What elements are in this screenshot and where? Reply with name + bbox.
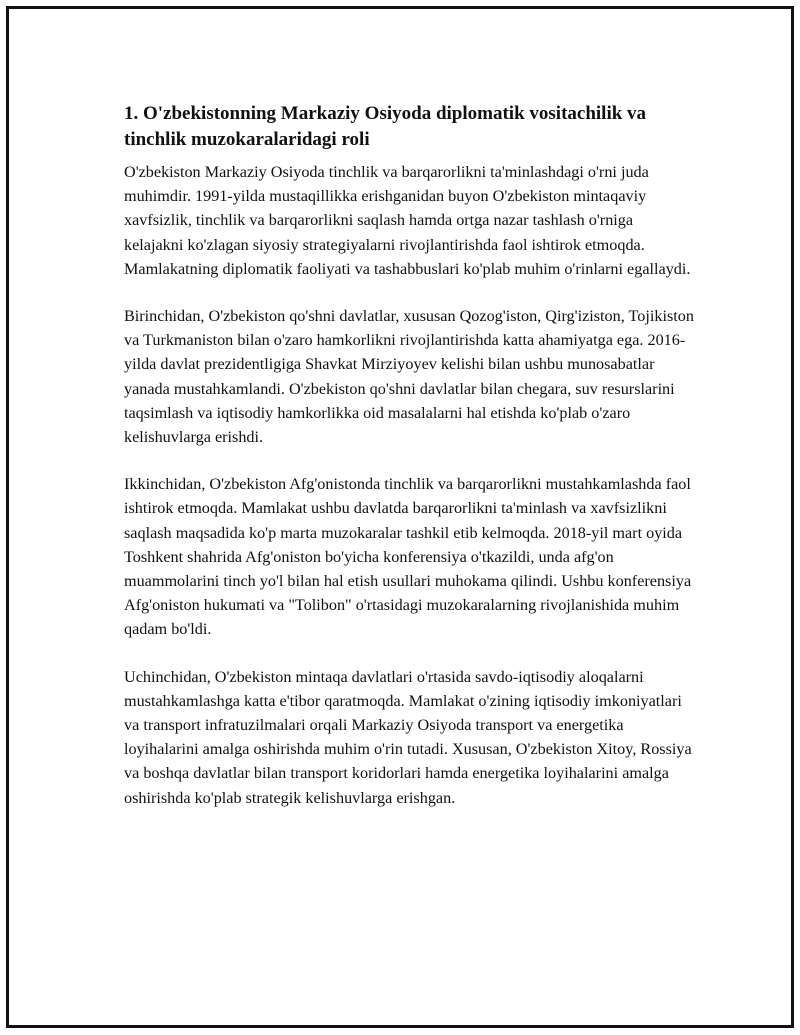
paragraph-intro: O'zbekiston Markaziy Osiyoda tinchlik va barqarorlikni ta'minlashdagi o'rni juda muhimdir. 1991-yilda mustaqillikka erishganidan buyon O'zbekiston mintaqaviy xavfsizlik, tinchlik va barqarorlikni saqlash hamda ortga nazar tashlash o'rniga kelajakni ko'zlagan siyosiy strategiyalarni rivojlantirishda faol ishtirok etmoqda. Mamlakatning diplomatik faoliyati va tashabbuslari ko'plab muhim o'rinlarni egallaydi. bbox=[124, 163, 691, 278]
paragraph-second-point: Ikkinchidan, O'zbekiston Afg'onistonda tinchlik va barqarorlikni mustahkamlashda faol ishtirok etmoqda. Mamlakat ushbu davlatda barqarorlikni ta'minlash va xavfsizlikni saqlash maqsadida ko'p marta muzokaralar tashkil etib kelmoqda. 2018-yil mart oyida Toshkent shahrida Afg'oniston bo'yicha konferensiya o'tkazildi, unda afg'on muammolarini tinch yo'l bilan hal etish usullari muhokama qilindi. Ushbu konferensiya Afg'oniston hukumati va "Tolibon" o'rtasidagi muzokaralarning rivojlanishida muhim qadam bo'ldi. bbox=[124, 475, 692, 639]
document-body bbox=[124, 101, 694, 833]
document-page bbox=[6, 6, 794, 1028]
paragraph-third-point: Uchinchidan, O'zbekiston mintaqa davlatlari o'rtasida savdo-iqtisodiy aloqalarni mustahkamlashga katta e'tibor qaratmoqda. Mamlakat o'zining iqtisodiy imkoniyatlari va transport infratuzilmalari orqali Markaziy Osiyoda transport va energetika loyihalarini amalga oshirishda muhim o'rin tutadi. Xususan, O'zbekiston Xitoy, Rossiya va boshqa davlatlar bilan transport koridorlari hamda energetika loyihalarini amalga oshirishda ko'plab strategik kelishuvlarga erishgan. bbox=[124, 667, 692, 807]
paragraph-first-point: Birinchidan, O'zbekiston qo'shni davlatlar, xususan Qozog'iston, Qirg'iziston, Tojikiston va Turkmaniston bilan o'zaro hamkorlikni rivojlantirishda katta ahamiyatga ega. 2016-yilda davlat prezidentligiga Shavkat Mirziyoyev kelishi bilan ushbu munosabatlar yanada mustahkamlandi. O'zbekiston qo'shni davlatlar bilan chegara, suv resurslarini taqsimlash va iqtisodiy hamkorlikka oid masalalarni hal etishda ko'plab o'zaro kelishuvlarga erishdi. bbox=[124, 307, 694, 447]
section-title: 1. O'zbekistonning Markaziy Osiyoda diplomatik vositachilik va tinchlik muzokaralaridagi roli bbox=[124, 103, 647, 150]
